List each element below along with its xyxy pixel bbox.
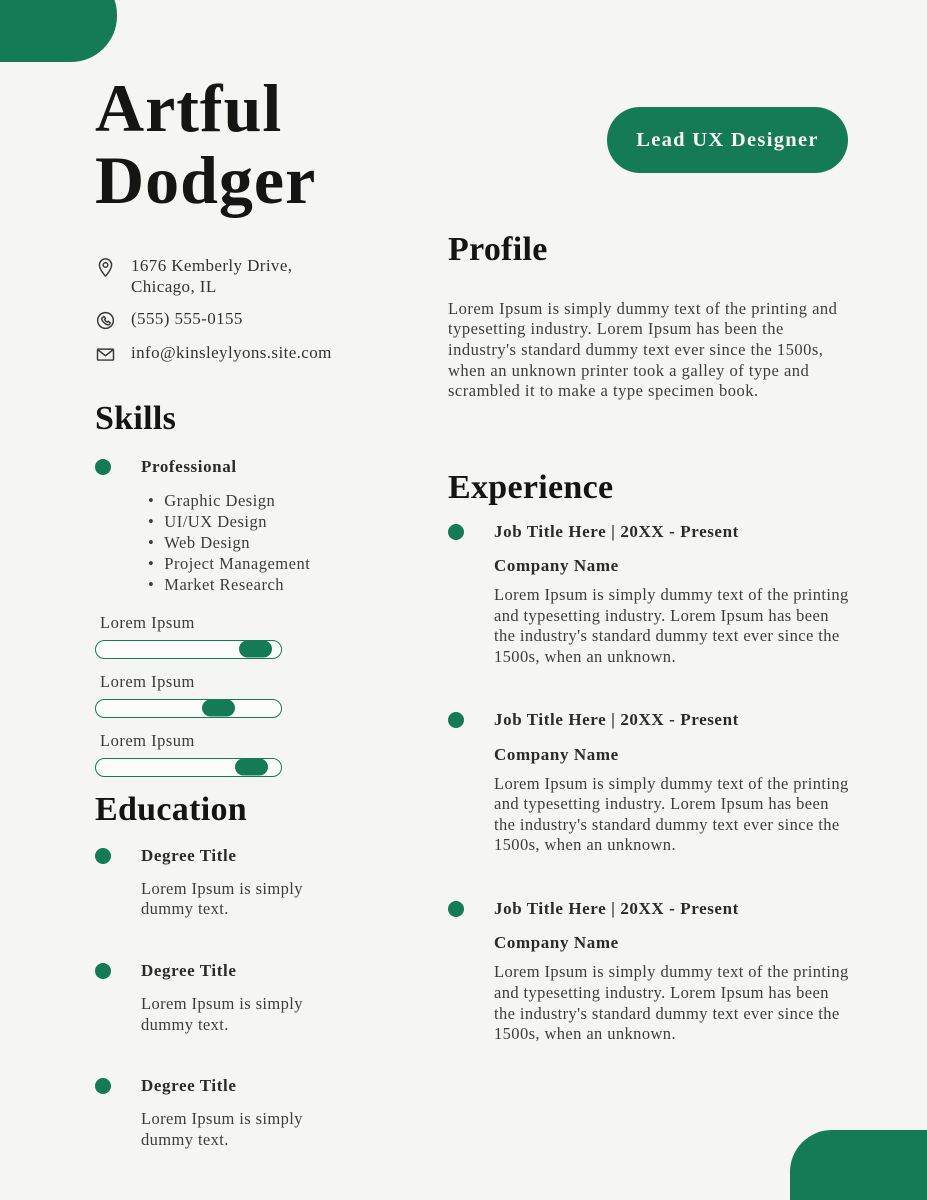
skill-item: • Web Design [148, 532, 363, 553]
right-column [448, 0, 860, 1045]
skills-list [148, 490, 363, 595]
skill-slider [95, 613, 363, 659]
skill-slider [95, 731, 363, 777]
skill-item: • UI/UX Design [148, 511, 363, 532]
job-title-badge[interactable]: Lead UX Designer [607, 107, 848, 173]
phone-text: (555) 555-0155 [131, 308, 243, 328]
green-dot-bullet [448, 712, 464, 728]
job-title: Job Title Here | 20XX - Present [494, 899, 739, 919]
experience-heading: Experience [448, 468, 614, 506]
education-entry [95, 960, 363, 1035]
skills-group [95, 456, 363, 478]
slider-thumb[interactable] [235, 759, 268, 776]
slider-track[interactable] [95, 758, 282, 777]
skill-item: • Market Research [148, 574, 363, 595]
location-pin-icon [95, 257, 116, 278]
slider-thumb[interactable] [202, 700, 235, 717]
slider-thumb[interactable] [239, 641, 272, 658]
company-name: Company Name [494, 744, 619, 764]
skill-sliders [95, 613, 363, 777]
green-dot-bullet [95, 848, 111, 864]
skill-item: • Project Management [148, 553, 363, 574]
degree-description: Lorem Ipsum is simply dummy text. [141, 878, 303, 919]
contact-address-row [95, 256, 363, 297]
green-dot-bullet [448, 901, 464, 917]
job-description: Lorem Ipsum is simply dummy text of the printing and typesetting industry. Lorem Ipsum has been the industry's standard dummy text ever since the 1500s, when an unknown. [494, 584, 849, 666]
contact-email-row [95, 343, 363, 365]
phone-icon [95, 310, 116, 331]
experience-entry [448, 521, 860, 668]
contact-phone-row [95, 309, 363, 331]
email-text: info@kinsleylyons.site.com [131, 342, 332, 362]
green-dot-bullet [95, 459, 111, 475]
education-heading: Education [95, 790, 247, 828]
skill-item: • Graphic Design [148, 490, 363, 511]
profile-text: Lorem Ipsum is simply dummy text of the printing and typesetting industry. Lorem Ipsum has been the industry's standard dummy text ever since the 1500s, when an unknown printer took a galley of type and scrambled it to make a type specimen book. [448, 298, 838, 401]
degree-title: Degree Title [141, 1076, 237, 1096]
company-name: Company Name [494, 933, 619, 953]
envelope-icon [95, 344, 116, 365]
slider-track[interactable] [95, 699, 282, 718]
experience-entry [448, 709, 860, 856]
person-name: Artful Dodger [95, 70, 317, 219]
green-dot-bullet [448, 524, 464, 540]
education-entry [95, 845, 363, 920]
experience-entry [448, 898, 860, 1045]
corner-shape-bottom-right [790, 1130, 927, 1200]
slider-label: Lorem Ipsum [100, 730, 195, 750]
job-description: Lorem Ipsum is simply dummy text of the printing and typesetting industry. Lorem Ipsum has been the industry's standard dummy text ever since the 1500s, when an unknown. [494, 962, 849, 1044]
address-text: 1676 Kemberly Drive, Chicago, IL [131, 256, 293, 296]
slider-label: Lorem Ipsum [100, 671, 195, 691]
green-dot-bullet [95, 1078, 111, 1094]
left-column [95, 0, 363, 1151]
job-title: Job Title Here | 20XX - Present [494, 521, 739, 541]
degree-description: Lorem Ipsum is simply dummy text. [141, 1109, 303, 1150]
slider-track[interactable] [95, 640, 282, 659]
company-name: Company Name [494, 555, 619, 575]
education-entry [95, 1075, 363, 1150]
job-description: Lorem Ipsum is simply dummy text of the printing and typesetting industry. Lorem Ipsum has been the industry's standard dummy text ever since the 1500s, when an unknown. [494, 773, 849, 855]
skill-slider [95, 672, 363, 718]
degree-title: Degree Title [141, 960, 237, 980]
skills-heading: Skills [95, 399, 177, 437]
degree-description: Lorem Ipsum is simply dummy text. [141, 994, 303, 1034]
slider-label: Lorem Ipsum [100, 612, 195, 632]
degree-title: Degree Title [141, 845, 237, 865]
job-title: Job Title Here | 20XX - Present [494, 710, 739, 730]
skills-group-title: Professional [141, 456, 237, 476]
contact-block [95, 256, 363, 365]
green-dot-bullet [95, 963, 111, 979]
profile-heading: Profile [448, 231, 548, 268]
